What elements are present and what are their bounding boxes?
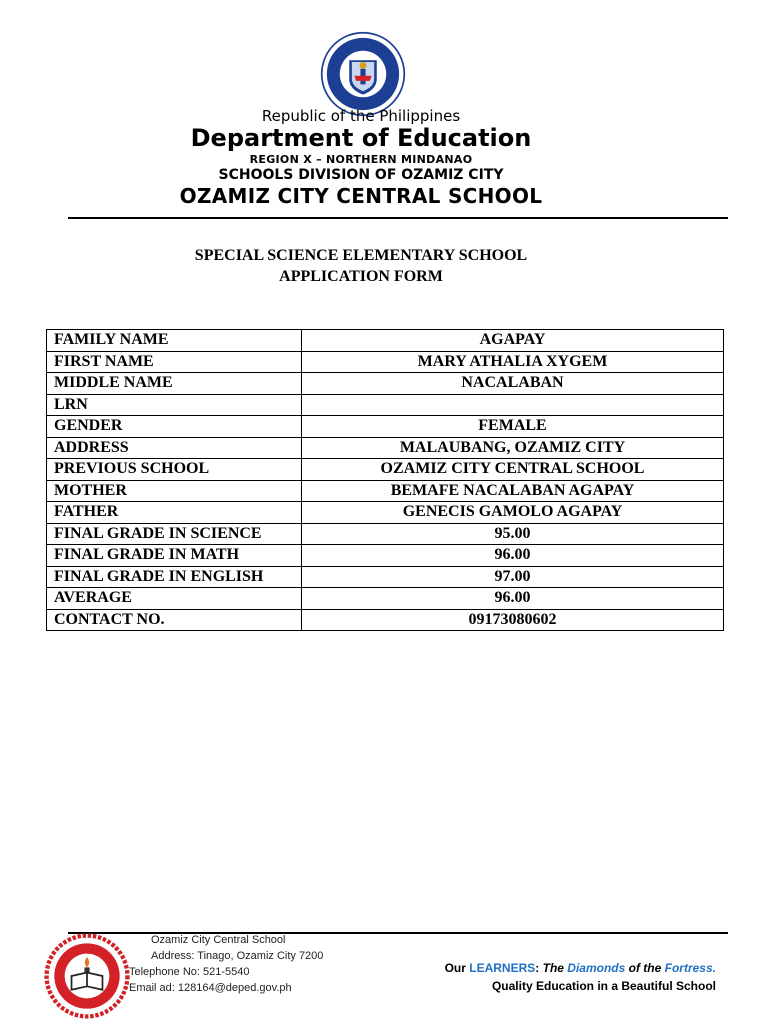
slogan-learners: LEARNERS [469, 961, 536, 975]
row-label: FIRST NAME [47, 351, 302, 373]
slogan-fortress: Fortress. [664, 961, 716, 975]
row-value: OZAMIZ CITY CENTRAL SCHOOL [302, 459, 724, 481]
row-label: CONTACT NO. [47, 609, 302, 631]
row-label: AVERAGE [47, 588, 302, 610]
region-line: REGION X – NORTHERN MINDANAO [249, 153, 473, 166]
row-label: LRN [47, 394, 302, 416]
table-row [47, 373, 724, 395]
row-value: AGAPAY [302, 330, 724, 352]
row-label: FINAL GRADE IN ENGLISH [47, 566, 302, 588]
republic-line: Republic of the Philippines [261, 107, 461, 125]
row-label: FINAL GRADE IN MATH [47, 545, 302, 567]
row-value: BEMAFE NACALABAN AGAPAY [302, 480, 724, 502]
form-title: SPECIAL SCIENCE ELEMENTARY SCHOOL [194, 247, 528, 264]
table-row [47, 609, 724, 631]
row-value: NACALABAN [302, 373, 724, 395]
slogan-word: of the [625, 961, 665, 975]
table-row [47, 545, 724, 567]
slogan-word: : [535, 961, 543, 975]
row-value: 95.00 [302, 523, 724, 545]
school-tagline: Quality Education in a Beautiful School [491, 979, 716, 993]
row-value [302, 394, 724, 416]
table-row [47, 459, 724, 481]
row-label: PREVIOUS SCHOOL [47, 459, 302, 481]
table-row [47, 394, 724, 416]
applicant-info-table [46, 329, 724, 631]
row-value: MALAUBANG, OZAMIZ CITY [302, 437, 724, 459]
table-row [47, 523, 724, 545]
row-label: MIDDLE NAME [47, 373, 302, 395]
table-row [47, 480, 724, 502]
row-label: FINAL GRADE IN SCIENCE [47, 523, 302, 545]
table-row [47, 566, 724, 588]
row-value: GENECIS GAMOLO AGAPAY [302, 502, 724, 524]
footer-school-name: Ozamiz City Central School [151, 934, 286, 946]
school-name-heading: OZAMIZ CITY CENTRAL SCHOOL [179, 184, 543, 208]
table-row [47, 437, 724, 459]
row-label: FATHER [47, 502, 302, 524]
footer-email: Email ad: 128164@deped.gov.ph [129, 982, 292, 994]
deped-seal-icon [320, 31, 406, 117]
division-line: SCHOOLS DIVISION OF OZAMIZ CITY [218, 167, 504, 183]
table-row [47, 416, 724, 438]
row-value: MARY ATHALIA XYGEM [302, 351, 724, 373]
slogan-diamonds: Diamonds [567, 961, 626, 975]
row-value: FEMALE [302, 416, 724, 438]
form-subtitle: APPLICATION FORM [279, 268, 443, 285]
row-label: FAMILY NAME [47, 330, 302, 352]
slogan-word: Our [444, 961, 470, 975]
footer-address: Address: Tinago, Ozamiz City 7200 [151, 950, 324, 962]
row-label: GENDER [47, 416, 302, 438]
row-label: ADDRESS [47, 437, 302, 459]
department-title: Department of Education [190, 124, 532, 152]
slogan-word: The [542, 961, 568, 975]
school-logo-icon [44, 933, 130, 1019]
table-row [47, 330, 724, 352]
table-row [47, 351, 724, 373]
table-row [47, 502, 724, 524]
footer-telephone: Telephone No: 521-5540 [129, 966, 250, 978]
school-slogan [420, 961, 716, 975]
row-value: 96.00 [302, 545, 724, 567]
row-value: 96.00 [302, 588, 724, 610]
table-row [47, 588, 724, 610]
row-label: MOTHER [47, 480, 302, 502]
row-value: 09173080602 [302, 609, 724, 631]
row-value: 97.00 [302, 566, 724, 588]
header-divider [68, 217, 728, 219]
